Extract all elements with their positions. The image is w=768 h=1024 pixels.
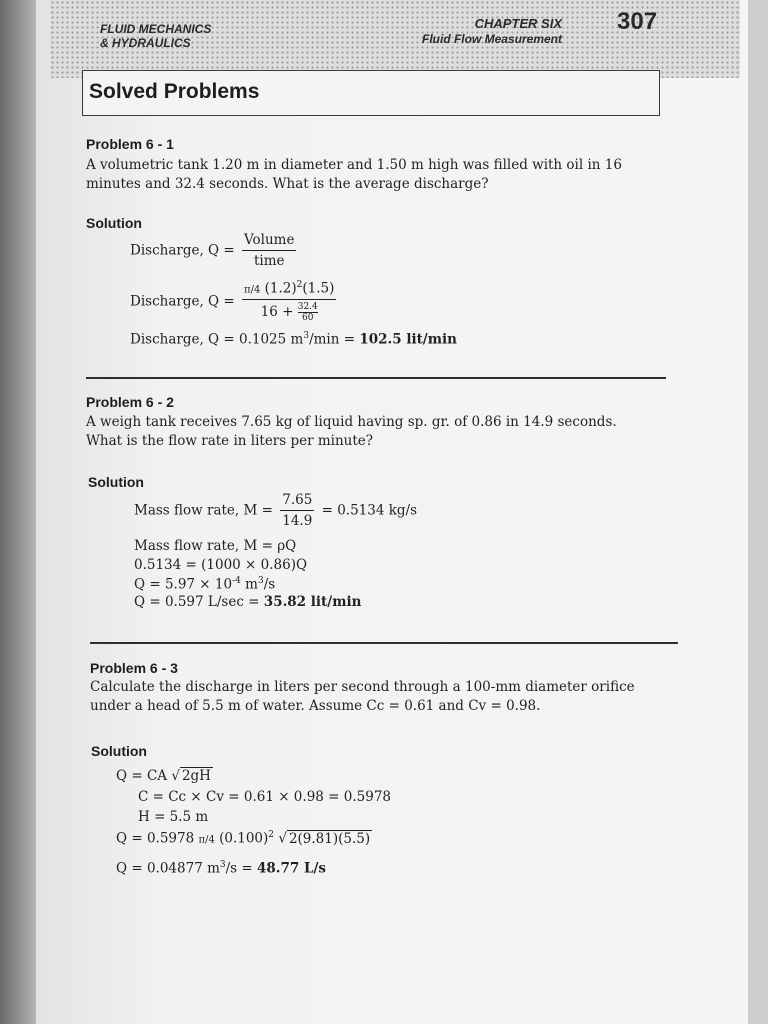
statement-line: Calculate the discharge in liters per second through a 100-mm diameter orifice bbox=[90, 679, 635, 695]
final-answer: 35.82 lit/min bbox=[263, 594, 362, 610]
solution-label: Solution bbox=[88, 474, 144, 490]
equation: Mass flow rate, M = ρQ bbox=[134, 538, 297, 554]
equation-label: Discharge, Q = bbox=[130, 242, 235, 259]
term: (1.2) bbox=[264, 280, 297, 297]
problem-statement bbox=[86, 413, 696, 451]
problem-title: Problem 6 - 2 bbox=[86, 394, 174, 410]
page-number: 307 bbox=[617, 8, 658, 35]
problem-3 bbox=[90, 660, 710, 716]
sqrt-sign: √ bbox=[278, 830, 287, 847]
equation-text: m bbox=[240, 576, 258, 593]
sqrt-radicand: 2gH bbox=[181, 768, 211, 784]
section-title: Solved Problems bbox=[89, 80, 260, 103]
book-binding bbox=[0, 0, 36, 1024]
denominator: 14.9 bbox=[282, 513, 313, 529]
numerator: 7.65 bbox=[280, 492, 314, 511]
problem-title: Problem 6 - 3 bbox=[90, 660, 178, 676]
equation-result bbox=[116, 860, 326, 877]
term: (1.5) bbox=[302, 280, 335, 297]
page-header bbox=[50, 0, 740, 78]
fraction bbox=[242, 280, 336, 323]
fraction bbox=[280, 492, 314, 529]
sqrt-radicand: 2(9.81)(5.5) bbox=[288, 830, 371, 847]
final-answer: 102.5 lit/min bbox=[359, 331, 457, 348]
equation: H = 5.5 m bbox=[138, 809, 209, 825]
statement-line: A volumetric tank 1.20 m in diameter and 1.50 m high was filled with oil in 16 bbox=[86, 157, 622, 173]
problem-statement bbox=[90, 678, 710, 716]
equation bbox=[130, 232, 299, 269]
equation-text: Q = 0.5978 bbox=[116, 830, 195, 847]
book-title-line1: FLUID MECHANICS bbox=[100, 22, 212, 36]
book-title-line2: & HYDRAULICS bbox=[100, 36, 191, 50]
equation-label: Mass flow rate, M = bbox=[134, 502, 273, 519]
problem-1 bbox=[86, 136, 686, 194]
sqrt-sign: √ bbox=[171, 768, 180, 784]
statement-line: What is the flow rate in liters per minute? bbox=[86, 433, 374, 449]
mini-numerator: 32.4 bbox=[297, 301, 318, 312]
equation-text: /s = bbox=[225, 860, 253, 877]
section-title-box bbox=[82, 70, 660, 116]
equation bbox=[116, 830, 372, 847]
equation-text: Discharge, Q = 0.1025 m bbox=[130, 331, 304, 348]
problem-statement bbox=[86, 156, 686, 194]
equation bbox=[116, 768, 213, 784]
equation-text: (0.100) bbox=[219, 830, 269, 847]
denominator: time bbox=[253, 253, 285, 269]
exponent: -4 bbox=[232, 576, 241, 586]
exponent: 2 bbox=[268, 830, 275, 840]
denominator bbox=[242, 300, 336, 323]
fraction bbox=[242, 232, 296, 269]
final-answer: 48.77 L/s bbox=[257, 860, 327, 877]
mini-fraction bbox=[298, 302, 318, 323]
equation-text: Q = CA bbox=[116, 768, 168, 784]
statement-line: under a head of 5.5 m of water. Assume Cc = 0.61 and Cv = 0.98. bbox=[90, 698, 541, 714]
equation-text: Q = 5.97 × 10 bbox=[134, 576, 233, 593]
book-title bbox=[100, 22, 211, 50]
exponent: 3 bbox=[257, 576, 264, 586]
book-page bbox=[36, 0, 748, 1024]
problem-title: Problem 6 - 1 bbox=[86, 136, 174, 152]
equation-result bbox=[134, 594, 361, 610]
equation bbox=[134, 576, 275, 593]
equation: C = Cc × Cv = 0.61 × 0.98 = 0.5978 bbox=[138, 789, 391, 805]
equation-result bbox=[130, 331, 457, 348]
equation-text: Q = 0.04877 m bbox=[116, 860, 220, 877]
numerator: Volume bbox=[242, 232, 296, 251]
pi-over-four: π/4 bbox=[198, 834, 215, 846]
equation-text: Q = 0.597 L/sec = bbox=[134, 594, 260, 610]
equation: 0.5134 = (1000 × 0.86)Q bbox=[134, 557, 308, 573]
solution-label: Solution bbox=[91, 743, 147, 759]
pi-over-four: π/4 bbox=[244, 284, 261, 296]
mini-denominator: 60 bbox=[302, 312, 314, 323]
equation-text: /min = bbox=[309, 331, 356, 348]
numerator bbox=[242, 280, 336, 300]
equation-text: /s bbox=[263, 576, 276, 593]
term: 16 + bbox=[260, 303, 294, 320]
equation bbox=[130, 280, 339, 323]
exponent: 2 bbox=[296, 280, 303, 290]
problem-2 bbox=[86, 394, 696, 451]
equation-label: Discharge, Q = bbox=[130, 293, 235, 310]
chapter-title: Fluid Flow Measurement bbox=[421, 32, 562, 46]
solution-label: Solution bbox=[86, 215, 142, 231]
statement-line: A weigh tank receives 7.65 kg of liquid having sp. gr. of 0.86 in 14.9 seconds. bbox=[86, 414, 617, 430]
exponent: 3 bbox=[219, 860, 226, 870]
equation-result: = 0.5134 kg/s bbox=[321, 502, 418, 519]
chapter-label: CHAPTER SIX bbox=[474, 16, 562, 31]
exponent: 3 bbox=[303, 331, 310, 341]
chapter-heading bbox=[422, 16, 562, 46]
divider bbox=[86, 377, 666, 379]
statement-line: minutes and 32.4 seconds. What is the average discharge? bbox=[86, 176, 489, 192]
divider bbox=[90, 642, 678, 644]
equation bbox=[134, 492, 417, 529]
